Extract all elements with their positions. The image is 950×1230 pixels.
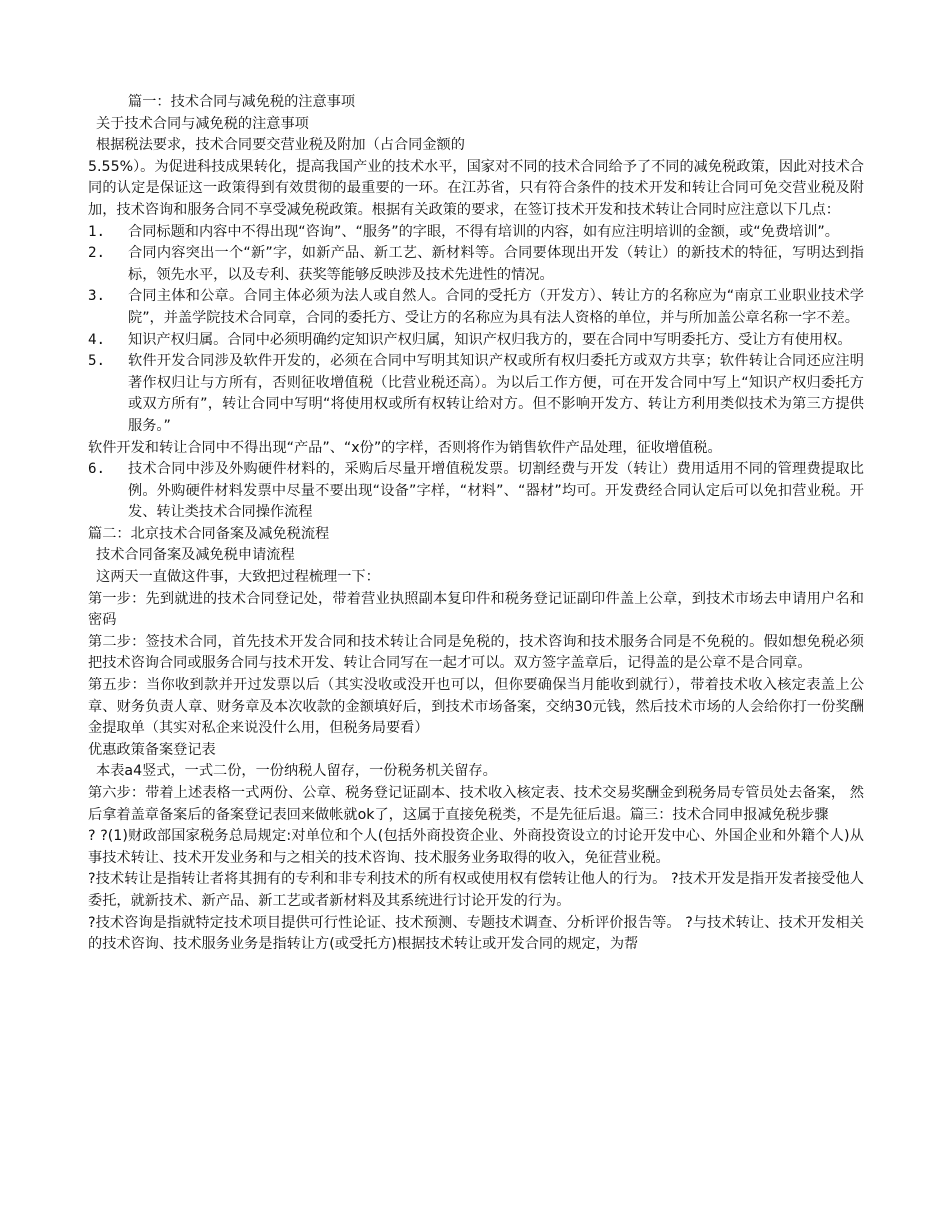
form-title: 优惠政策备案登记表: [88, 741, 216, 758]
list-item-text: 合同内容突出一个“新”字，如新产品、新工艺、新材料等。合同要体现出开发（转让）的新技术的特征，写明达到指标，领先水平，以及专利、获奖等能够反映涉及技术先进性的情况。: [128, 245, 864, 283]
step-1: 第一步：先到就进的技术合同登记处，带着营业执照副本复印件和税务登记证副印件盖上公章，到技术市场去申请用户名和密码: [88, 590, 864, 629]
intro-line-1: 根据税法要求，技术合同要交营业税及附加（占合同金额的: [96, 137, 465, 154]
question-2: ?技术转让是指转让者将其拥有的专利和非专利技术的所有权或使用权有偿转让他人的行为。 ?技术开发是指开发者接受他人委托，就新技术、新产品、新工艺或者新材料及其系统进行讨论开发的行为。: [88, 871, 864, 909]
list-item-text: 技术合同中涉及外购硬件材料的，采购后尽量开增值税发票。切割经费与开发（转让）费用适用不同的管理费提取比例。外购硬件材料发票中尽量不要出现“设备”字样，“材料”、“器材”均可。开发费经合同认定后可以免扣营业税。开发、转让类技术合同操作流程: [128, 461, 864, 521]
list-item-number: 6.: [88, 461, 106, 478]
article-subtitle-1: 关于技术合同与减免税的注意事项: [96, 115, 309, 132]
article-title-2: 篇二：北京技术合同备案及减免税流程: [88, 525, 330, 542]
list-item-number: 1.: [88, 223, 106, 240]
list-item-text: 合同标题和内容中不得出现“咨询”、“服务”的字眼，不得有培训的内容，如有应注明培训的金额，或“免费培训”。: [128, 223, 839, 240]
list-item-number: 2.: [88, 245, 106, 262]
question-1: ? ?(1)财政部国家税务总局规定:对单位和个人(包括外商投资企业、外商投资设立的讨论开发中心、外国企业和外籍个人)从事技术转让、技术开发业务和与之相关的技术咨询、技术服务业务取得的收入，免征营业税。: [88, 828, 864, 866]
document-body: [88, 92, 864, 956]
article-subtitle-2: 技术合同备案及减免税申请流程: [96, 547, 295, 564]
form-note: 本表a4竖式，一式二份，一份纳税人留存，一份税务机关留存。: [96, 763, 497, 780]
list-item: [88, 243, 864, 286]
list-item: [88, 351, 864, 437]
step-6: 第六步：带着上述表格一式两份、公章、税务登记证副本、技术收入核定表、技术交易奖酬金到税务局专管员处去备案， 然后拿着盖章备案后的备案登记表回来做帐就ok了，这属于直接免税类，不是先征后退。篇三：技术合同申报减免税步骤: [88, 785, 864, 823]
list-item-text: 合同主体和公章。合同主体必须为法人或自然人。合同的受托方（开发方）、转让方的名称应为“南京工业职业技术学院”，并盖学院技术合同章，合同的委托方、受让方的名称应为具有法人资格的单位，并与所加盖公章名称一字不差。: [128, 288, 864, 326]
step-5: 第五步：当你收到款并开过发票以后（其实没收或没开也可以，但你要确保当月能收到就行），带着技术收入核定表盖上公章、财务负责人章、财务章及本次收款的金额填好后，到技术市场备案，交纳30元钱，然后技术市场的人会给你打一份奖酬金提取单（其实对私企来说没什么用，但税务局要看）: [88, 677, 864, 737]
article-title-1: 篇一：技术合同与减免税的注意事项: [128, 94, 356, 110]
list-item: [88, 222, 864, 244]
intro-paragraph: 5.55%）。为促进科技成果转化，提高我国产业的技术水平，国家对不同的技术合同给予了不同的减免税政策，因此对技术合同的认定是保证这一政策得到有效贯彻的最重要的一环。在江苏省，只有符合条件的技术开发和转让合同可免交营业税及附加，技术咨询和服务合同不享受减免税政策。根据有关政策的要求，在签订技术开发和技术转让合同时应注意以下几点：: [88, 158, 864, 218]
list-item: [88, 330, 864, 352]
list-item-text: 知识产权归属。合同中必须明确约定知识产权归属，知识产权归我方的，要在合同中写明委托方、受让方有使用权。: [128, 331, 852, 348]
list-item-number: 5.: [88, 353, 106, 370]
list-item-number: 3.: [88, 288, 106, 305]
list-item-number: 4.: [88, 331, 106, 348]
list-item-text: 软件开发合同涉及软件开发的，必须在合同中写明其知识产权或所有权归委托方或双方共享；软件转让合同还应注明著作权归让与方所有，否则征收增值税（比营业税还高）。为以后工作方便，可在开发合同中写上“知识产权归委托方或双方所有”，转让合同中写明“将使用权或所有权转让给对方。但不影响开发方、转让方利用类似技术为第三方提供服务。”: [128, 353, 864, 434]
intro-2: 这两天一直做这件事，大致把过程梳理一下：: [96, 569, 380, 586]
question-3: ?技术咨询是指就特定技术项目提供可行性论证、技术预测、专题技术调查、分析评价报告等。 ?与技术转让、技术开发相关的技术咨询、技术服务业务是指转让方(或受托方)根据技术转让或开发合同的规定，为帮: [88, 914, 864, 953]
step-2: 第二步：签技术合同，首先技术开发合同和技术转让合同是免税的，技术咨询和技术服务合同是不免税的。假如想免税必须把技术咨询合同或服务合同与技术开发、转让合同写在一起才可以。双方签字盖章后，记得盖的是公章不是合同章。: [88, 633, 864, 672]
software-note: 软件开发和转让合同中不得出现“产品”、“x份”的字样，否则将作为销售软件产品处理，征收增值税。: [88, 439, 722, 456]
list-item: [88, 286, 864, 329]
list-item: [88, 459, 864, 524]
